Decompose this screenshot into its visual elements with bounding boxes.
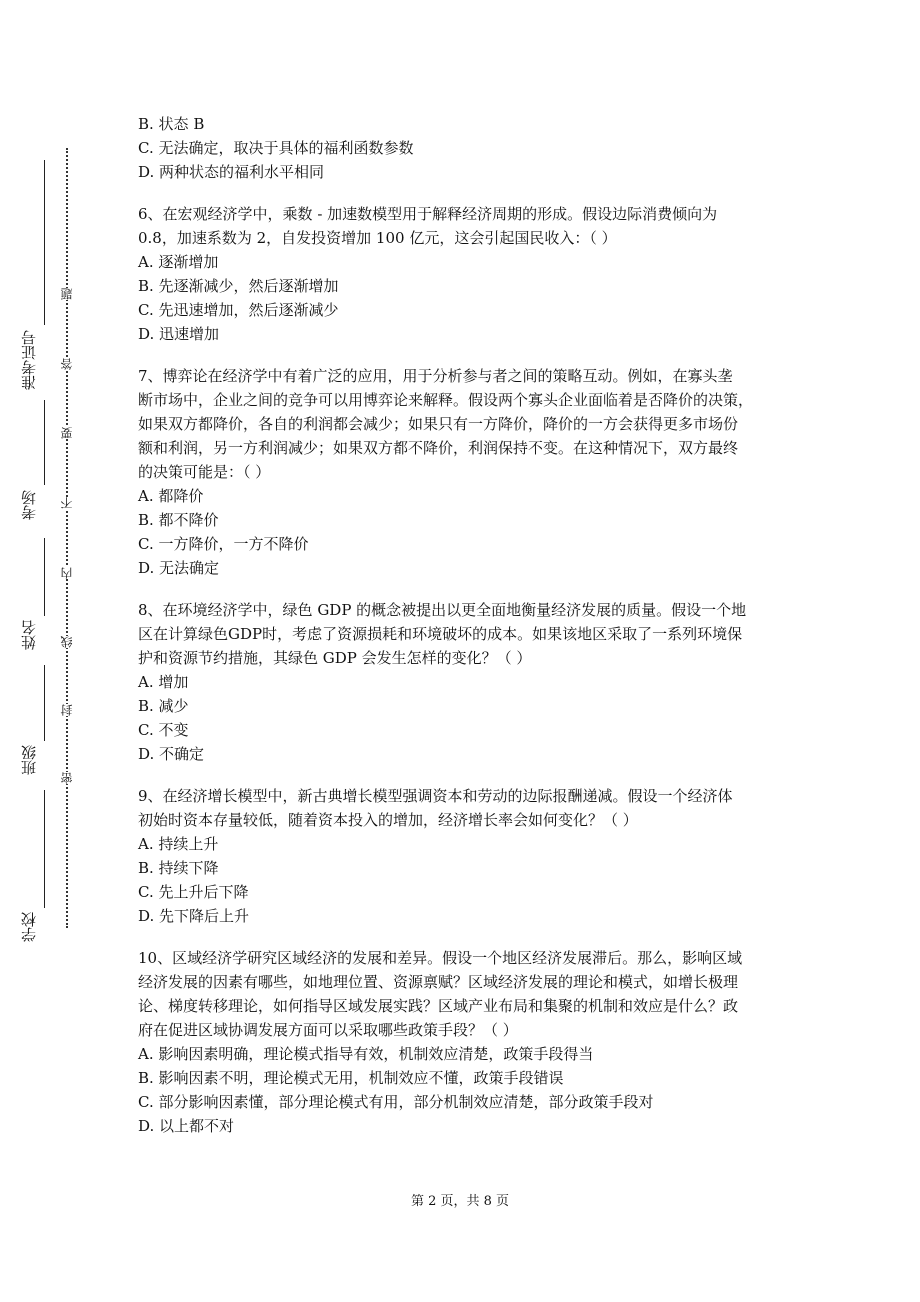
question-stem-line: 6、在宏观经济学中，乘数 - 加速数模型用于解释经济周期的形成。假设边际消费倾向为 [138,205,718,223]
question-stem-line: 初始时资本存量较低，随着资本投入的增加，经济增长率会如何变化？（ ） [138,811,638,829]
option: D. 不确定 [138,745,205,763]
option: C. 先上升后下降 [138,883,249,901]
question-9 [138,784,788,928]
question-stem-line: 10、区域经济学研究区域经济的发展和差异。假设一个地区经济发展滞后。那么，影响区域 [138,949,743,967]
question-stem-line: 护和资源节约措施，其绿色 GDP 会发生怎样的变化？（ ） [138,649,532,667]
seal-dotted-line [66,148,68,928]
question-stem-line: 论、梯度转移理论，如何指导区域发展实践？区域产业布局和集聚的机制和效应是什么？政 [138,997,739,1015]
option: A. 持续上升 [138,835,219,853]
field-exam-number-label: 准考证号 [20,330,38,390]
option: A. 逐渐增加 [138,253,219,271]
question-stem-line: 7、博弈论在经济学中有着广泛的应用，用于分析参与者之间的策略互动。例如，在寡头垄 [138,367,733,385]
field-name [18,620,42,660]
option: B. 都不降价 [138,511,219,529]
option: C. 无法确定，取决于具体的福利函数参数 [138,139,414,157]
option: B. 持续下降 [138,859,219,877]
option: D. 先下降后上升 [138,907,250,925]
question-stem-line: 9、在经济增长模型中，新古典增长模型强调资本和劳动的边际报酬递减。假设一个经济体 [138,787,733,805]
field-exam-number [18,330,42,394]
question-stem-line: 的决策可能是：（ ） [138,463,271,481]
seal-word: 线 [60,636,74,648]
question-8 [138,598,788,766]
seal-word: 封 [60,704,74,716]
field-school-label: 学校 [20,912,38,942]
question-stem-line: 8、在环境经济学中，绿色 GDP 的概念被提出以更全面地衡量经济发展的质量。假设一个地 [138,601,747,619]
option: D. 以上都不对 [138,1117,235,1135]
option: A. 增加 [138,673,189,691]
question-stem-line: 如果双方都降价，各自的利润都会减少；如果只有一方降价，降价的一方会获得更多市场份 [138,415,739,433]
option: A. 都降价 [138,487,204,505]
question-stem-line: 区在计算绿色GDP时，考虑了资源损耗和环境破坏的成本。如果该地区采取了一系列环境保 [138,625,743,643]
field-name-label: 姓名 [20,620,38,650]
option: A. 影响因素明确，理论模式指导有效，机制效应清楚，政策手段得当 [138,1045,594,1063]
field-class-label: 班级 [20,745,38,775]
seal-word: 答 [60,358,74,370]
question-stem-line: 0.8，加速系数为 2，自发投资增加 100 亿元，这会引起国民收入：（ ） [138,229,617,247]
option: B. 减少 [138,697,189,715]
seal-word: 密 [60,772,74,784]
field-exam-room-label: 考场 [20,490,38,520]
option: B. 状态 B [138,115,205,133]
question-list [138,112,788,1138]
option: C. 一方降价，一方不降价 [138,535,309,553]
seal-word: 不 [60,497,74,509]
seal-word: 题 [60,288,74,300]
option: C. 不变 [138,721,189,739]
question-10 [138,946,788,1138]
field-class [18,745,42,785]
question-stem-line: 府在促进区域协调发展方面可以采取哪些政策手段？（ ） [138,1021,518,1039]
page-footer: 第 2 页，共 8 页 [410,1194,510,1209]
question-6 [138,202,788,346]
option: D. 两种状态的福利水平相同 [138,163,325,181]
option: B. 先逐渐减少，然后逐渐增加 [138,277,339,295]
question-7 [138,364,788,580]
question-5-continued [138,112,788,184]
question-stem-line: 断市场中，企业之间的竞争可以用博弈论来解释。假设两个寡头企业面临着是否降价的决策， [138,391,754,409]
seal-word: 要 [60,427,74,439]
question-stem-line: 额和利润，另一方利润减少；如果双方都不降价，利润保持不变。在这种情况下，双方最终 [138,439,739,457]
question-stem-line: 经济发展的因素有哪些，如地理位置、资源禀赋？区域经济发展的理论和模式，如增长极理 [138,973,739,991]
field-school [18,912,42,952]
option: C. 先迅速增加，然后逐渐减少 [138,301,339,319]
option: D. 迅速增加 [138,325,220,343]
field-exam-room [18,490,42,530]
seal-word: 内 [60,567,74,579]
option: D. 无法确定 [138,559,220,577]
option: C. 部分影响因素懂，部分理论模式有用，部分机制效应清楚，部分政策手段对 [138,1093,654,1111]
option: B. 影响因素不明，理论模式无用，机制效应不懂，政策手段错误 [138,1069,564,1087]
